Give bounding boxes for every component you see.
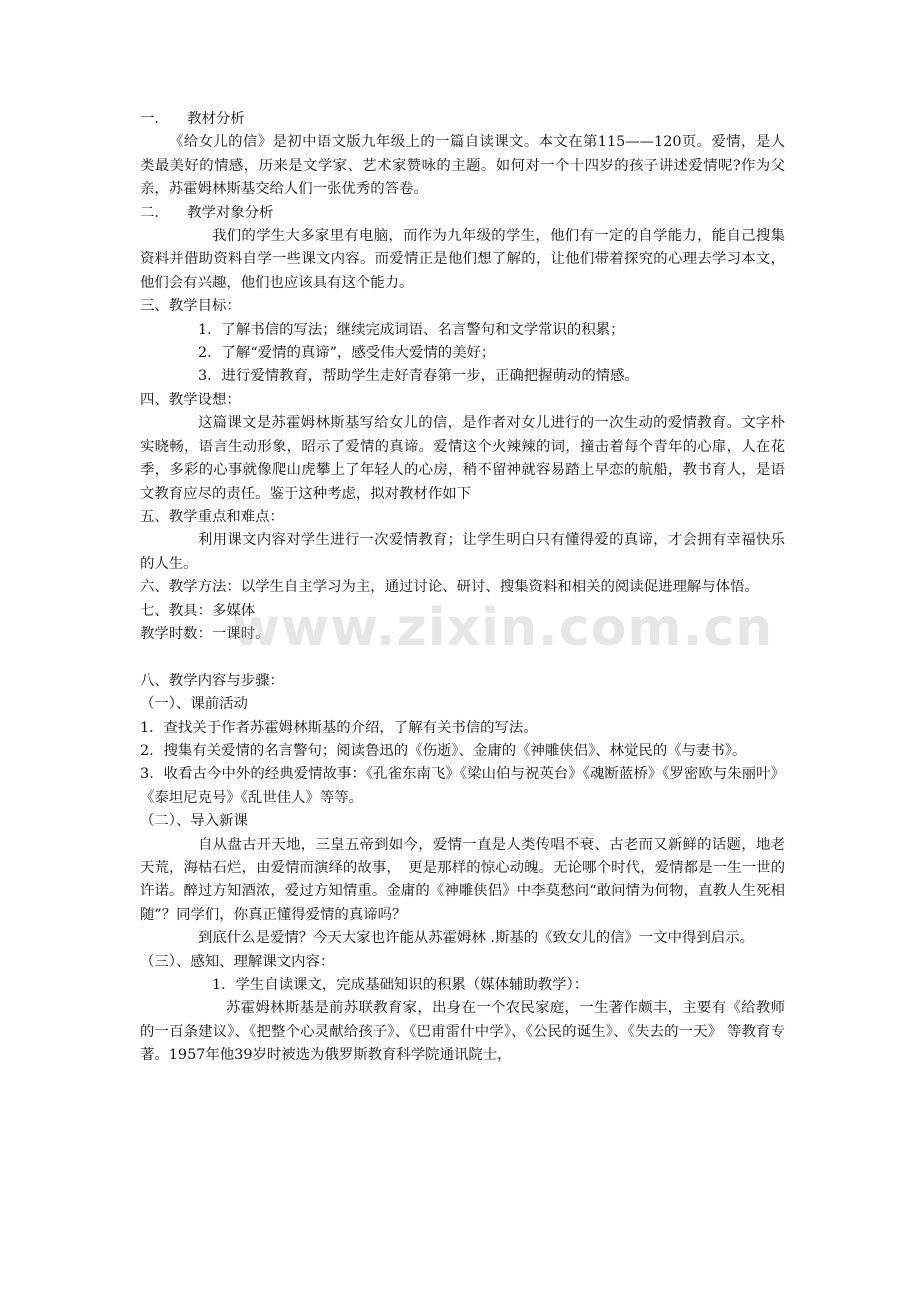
section-8-heading: 八、教学内容与步骤： <box>140 672 284 689</box>
subsection-2-heading: （二）、导入新课 <box>140 813 248 830</box>
section-1-heading: 一． 教材分析 <box>140 111 245 127</box>
section-5-heading: 五、教学重点和难点： <box>140 508 284 525</box>
section-7-line: 七、教具：多媒体 <box>140 602 256 619</box>
intro-paragraph-2: 到底什么是爱情？今天大家也许能从苏霍姆林 .斯基的《致女儿的信》一文中得到启示。 <box>198 930 754 947</box>
pre-class-item-3: 3．收看古今中外的经典爱情故事：《孔雀东南飞》《梁山伯与祝英台》《魂断蓝桥》《罗密欧与朱丽叶》《泰坦尼克号》《乱世佳人》等等。 <box>140 766 785 806</box>
section-2-heading: 二． 教学对象分析 <box>140 204 274 221</box>
pre-class-item-2: 2．搜集有关爱情的名言警句；阅读鲁迅的《伤逝》、金庸的《神雕侠侣》、林觉民的《与妻书》。 <box>140 742 747 759</box>
teaching-hours-line: 教学时数：一课时。 <box>140 625 270 642</box>
watermark-text: www.zixin.com.cn <box>232 598 774 658</box>
goal-item-1: 1．了解书信的写法；继续完成词语、名言警句和文学常识的积累； <box>198 321 625 338</box>
author-paragraph: 苏霍姆林斯基是前苏联教育家，出身在一个农民家庭，一生著作颇丰，主要有《给教师的一百条建议》、《把整个心灵献给孩子》、《巴甫雷什中学》、《公民的诞生》、《失去的一天》 等教育专著。1957年他39岁时被选为俄罗斯教育科学院通讯院士， <box>140 1000 785 1064</box>
document-body <box>140 108 785 1068</box>
goal-item-3: 3．进行爱情教育，帮助学生走好青春第一步，正确把握萌动的情感。 <box>198 368 639 385</box>
section-5-paragraph: 利用课文内容对学生进行一次爱情教育；让学生明白只有懂得爱的真谛，才会拥有幸福快乐的人生。 <box>140 532 785 572</box>
subsection-1-heading: （一）、课前活动 <box>140 696 248 713</box>
section-1-paragraph: 《给女儿的信》是初中语文版九年级上的一篇自读课文。本文在第115——120页。爱情，是人类最美好的情感，历来是文学家、艺术家赞咏的主题。如何对一个十四岁的孩子讲述爱情呢?作为父亲，苏霍姆林斯基交给人们一张优秀的答卷。 <box>140 134 785 198</box>
subsection-3-heading: （三）、感知、理解课文内容： <box>140 953 335 970</box>
reading-item-1: 1．学生自读课文，完成基础知识的积累（媒体辅助教学）： <box>212 977 589 994</box>
pre-class-item-1: 1．查找关于作者苏霍姆林斯基的介绍，了解有关书信的写法。 <box>140 719 538 736</box>
section-4-paragraph: 这篇课文是苏霍姆林斯基写给女儿的信，是作者对女儿进行的一次生动的爱情教育。文字朴实晓畅，语言生动形象，昭示了爱情的真谛。爱情这个火辣辣的词，撞击着每个青年的心扉，人在花季，多彩的心事就像爬山虎攀上了年轻人的心房，稍不留神就容易踏上早恋的航船，教书育人，是语文教育应尽的责任。鉴于这种考虑，拟对教材作如下 <box>140 415 785 502</box>
section-3-heading: 三、教学目标： <box>140 298 241 315</box>
goal-item-2: 2．了解“爱情的真谛”，感受伟大爱情的美好； <box>198 345 496 362</box>
section-2-paragraph: 我们的学生大多家里有电脑，而作为九年级的学生，他们有一定的自学能力，能自己搜集资料并借助资料自学一些课文内容。而爱情正是他们想了解的，让他们带着探究的心理去学习本文，他们会有兴趣，他们也应该具有这个能力。 <box>140 228 785 291</box>
section-4-heading: 四、教学设想： <box>140 391 241 408</box>
intro-paragraph-1: 自从盘古开天地，三皇五帝到如今，爱情一直是人类传唱不衰、古老而又新鲜的话题，地老天荒，海枯石烂，由爱情而演绎的故事， 更是那样的惊心动魄。无论哪个时代，爱情都是一生一世的许诺。醉过方知酒浓，爱过方知情重。金庸的《神雕侠侣》中李莫愁问“敢问情为何物，直教人生死相随”？同学们，你真正懂得爱情的真谛吗？ <box>140 836 785 923</box>
section-6-line: 六、教学方法：以学生自主学习为主，通过讨论、研讨、搜集资料和相关的阅读促进理解与体悟。 <box>140 579 759 596</box>
blank-line <box>140 646 785 669</box>
